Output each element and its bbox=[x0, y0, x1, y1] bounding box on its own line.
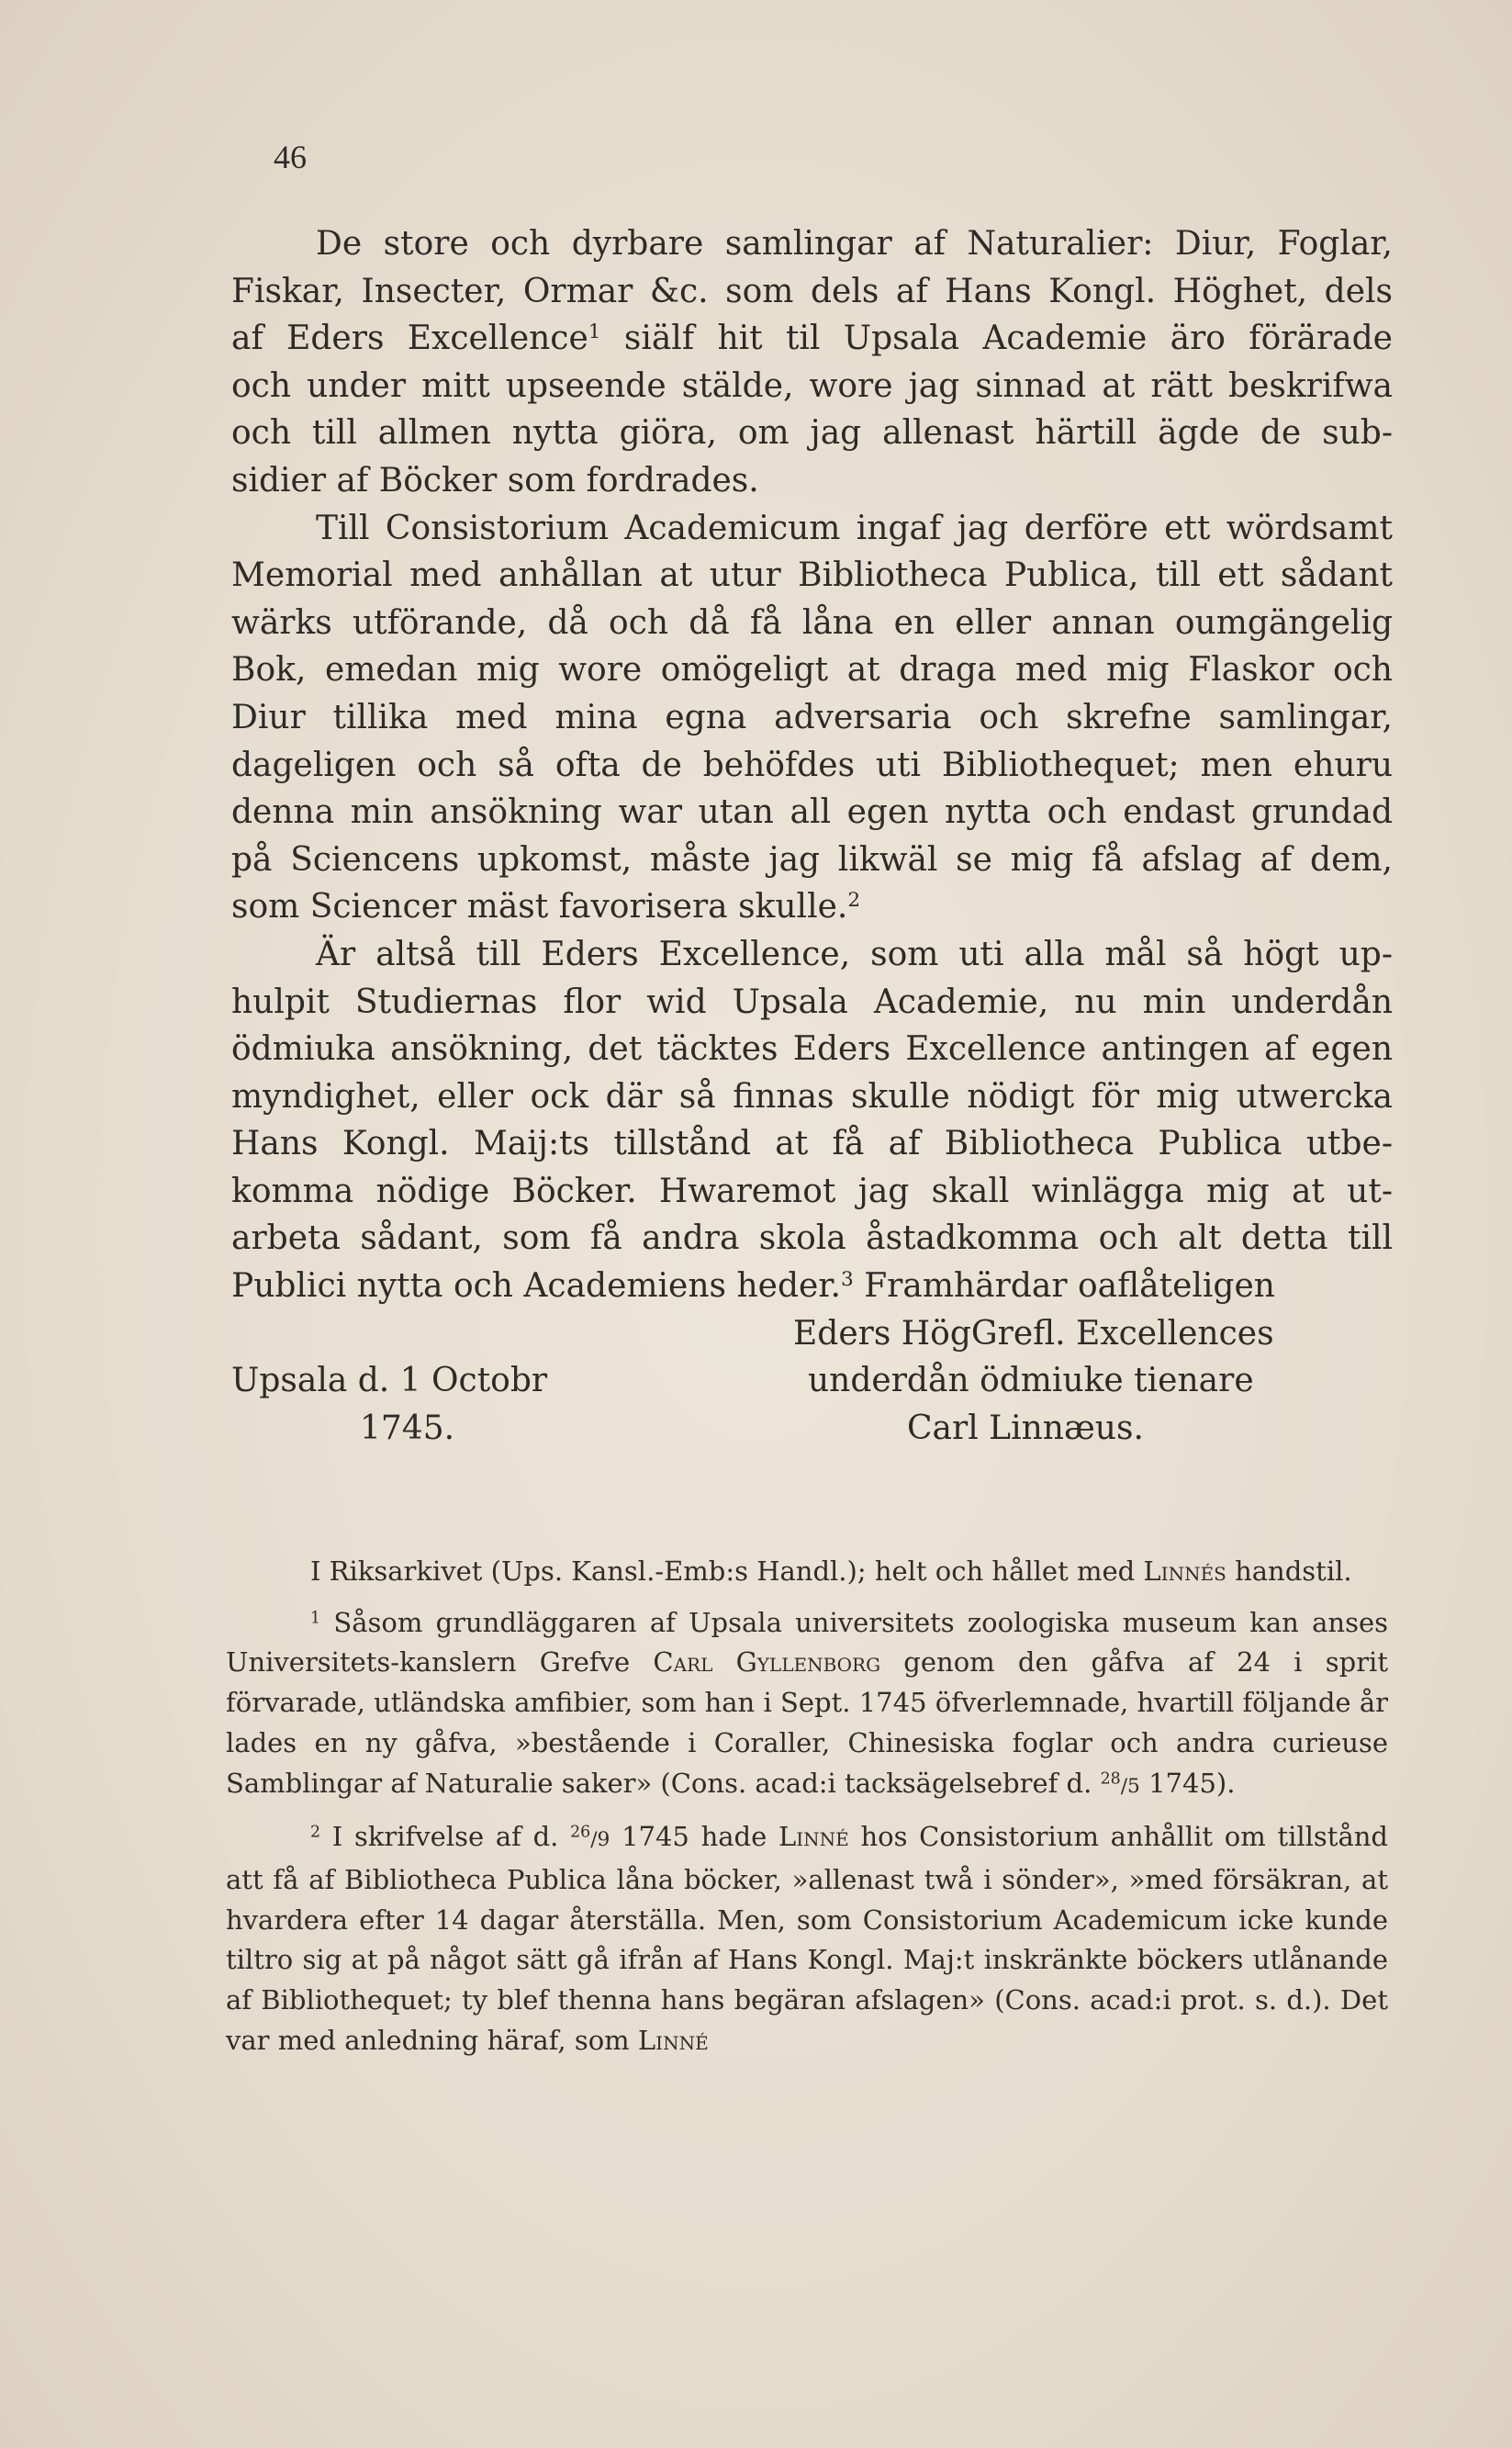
text-line: myndighet, eller ock där så finnas skulle nödigt för mig utwercka bbox=[231, 1077, 1393, 1116]
text-line: arbeta sådant, som få andra skola åstadkomma och alt detta till bbox=[231, 1219, 1393, 1258]
text-line: af Eders Excellence$^1$ siälf hit til Upsala Academie äro förärade bbox=[231, 320, 1393, 358]
closing-row bbox=[231, 1357, 1393, 1405]
text-line: komma nödige Böcker. Hwaremot jag skall winlägga mig at ut- bbox=[231, 1172, 1393, 1210]
footnotes bbox=[226, 1552, 1388, 2072]
text-line: Är altså till Eders Excellence, som uti alla mål så högt up- bbox=[316, 935, 1393, 973]
text-line: som Sciencer mäst favorisera skulle.$^2$ bbox=[231, 888, 861, 926]
footnote-ref[interactable]: 3 bbox=[841, 1268, 854, 1292]
text-line: dageligen och så ofta de behöfdes uti Bibliothequet; men ehuru bbox=[231, 746, 1393, 784]
text-line: denna min ansökning war utan all egen nytta och endast grundad bbox=[231, 793, 1393, 832]
footnote-2: $^2$ I skrifvelse af d. $^{26}$/9 1745 hade Linné hos Consistorium anhållit om tillstånd att få af Bibliotheca Publica låna böcker, »allenast twå i sönder», »med försäkran, at hvardera efter 14 dagar återställa. Men, som Consistorium Academicum icke kunde tiltro sig at på något sätt gå ifrån af Hans Kongl. Maj:t inskränkte böckers utlånande af Bibliothequet; ty blef thenna hans begäran afslagen» (Cons. acad:i prot. s. d.). Det var med anledning häraf, som Linné bbox=[226, 1821, 1388, 2056]
text-line: på Sciencens upkomst, måste jag likwäl se mig få afslag af dem, bbox=[231, 840, 1393, 879]
footnote-1: $^1$ Såsom grundläggaren af Upsala universitets zoologiska museum kan anses Universitets-kanslern Grefve Carl Gyllenborg genom den gåfva af 24 i sprit förvarade, utländska amfibier, som han i Sept. 1745 öfverlemnade, hvartill följande år lades en ny gåfva, »bestående i Coraller, Chinesiska foglar och andra curieuse Samblingar af Naturalie saker» (Cons. acad:i tacksägelsebref d. $^{28}$/5 1745). bbox=[226, 1606, 1388, 1799]
footnote-mark: 2 bbox=[310, 1823, 321, 1842]
salutation: Eders HögGrefl. Excellences bbox=[793, 1314, 1274, 1353]
footnote-mark: 1 bbox=[310, 1609, 321, 1628]
closing-row bbox=[231, 1405, 1393, 1453]
year: 1745. bbox=[360, 1409, 455, 1447]
text-line: wärks utförande, då och då få låna en eller annan oumgängelig bbox=[231, 603, 1393, 642]
signature: Carl Linnæus. bbox=[907, 1409, 1144, 1447]
page-number: 46 bbox=[274, 139, 307, 175]
text-line: Memorial med anhållan at utur Bibliotheca Publica, till ett sådant bbox=[231, 556, 1393, 595]
text-line: De store och dyrbare samlingar af Naturalier: Diur, Foglar, bbox=[316, 225, 1393, 263]
footnote-ref[interactable]: 2 bbox=[847, 889, 861, 913]
text-line: Hans Kongl. Maij:ts tillstånd at få af Bibliotheca Publica utbe- bbox=[231, 1125, 1393, 1163]
text-line: Diur tillika med mina egna adversaria och skrefne samlingar, bbox=[231, 698, 1393, 736]
text-line: Fiskar, Insecter, Ormar &c. som dels af Hans Kongl. Höghet, dels bbox=[231, 272, 1393, 310]
closing-row bbox=[231, 1310, 1393, 1358]
source-note: I Riksarkivet (Ups. Kansl.-Emb:s Handl.); helt och hållet med Linnés handstil. bbox=[310, 1555, 1352, 1587]
text-line: Publici nytta och Academiens heder.$^3$ Framhärdar oaflåteligen bbox=[231, 1267, 1275, 1306]
letter-body bbox=[231, 220, 1393, 1452]
place-date: Upsala d. 1 Octobr bbox=[231, 1362, 548, 1400]
text-line: sidier af Böcker som fordrades. bbox=[231, 461, 759, 500]
footnote-ref[interactable]: 1 bbox=[588, 320, 601, 344]
text-line: och till allmen nytta giöra, om jag allenast härtill ägde de sub- bbox=[231, 414, 1393, 453]
text-line: Till Consistorium Academicum ingaf jag derföre ett wördsamt bbox=[316, 509, 1393, 547]
text-line: och under mitt upseende stälde, wore jag sinnad at rätt beskrifwa bbox=[231, 366, 1393, 405]
text-line: ödmiuka ansökning, det täcktes Eders Excellence antingen af egen bbox=[231, 1030, 1393, 1069]
text-line: Bok, emedan mig wore omögeligt at draga med mig Flaskor och bbox=[231, 651, 1393, 690]
text-line: hulpit Studiernas flor wid Upsala Academie, nu min underdån bbox=[231, 983, 1393, 1021]
servant-line: underdån ödmiuke tienare bbox=[808, 1362, 1254, 1400]
